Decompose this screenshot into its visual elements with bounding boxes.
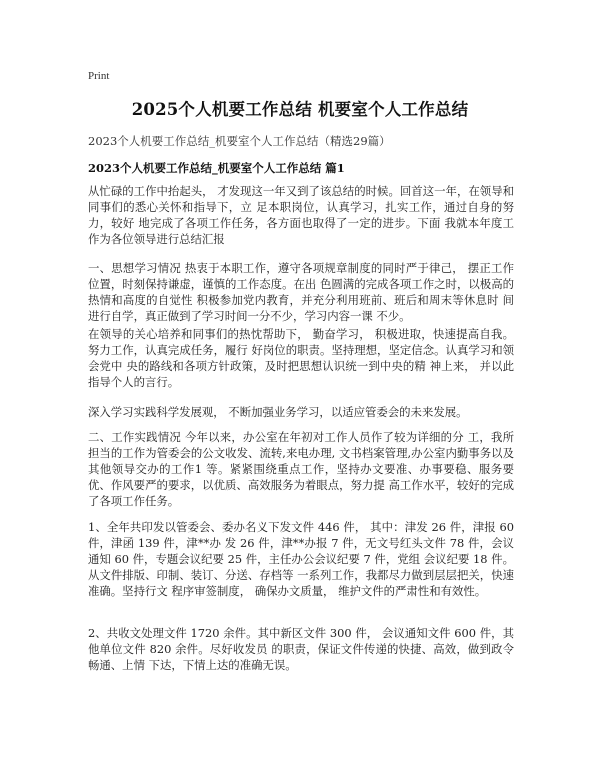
section-heading: 2023个人机要工作总结_机要室个人工作总结 篇1: [88, 161, 345, 175]
paragraph-documents-issued: 1、全年共印发以管委会、委办名义下发文件 446 件， 其中：津发 26 件，津报 60 件，津函 139 件，津**办 发 26 件，津**办报 7 件，无文号红头文件 78 件，会议通知 60 件，专题会议纪要 25 件，主任办公会议纪要 7 件，党组 会议纪要 18 件。从文件排版、印制、装订、分送、存档等 一系列工作，我都尽力做到层层把关，快速准确。坚持行文 程序审签制度， 确保办文质量， 维护文件的严肃性和有效性。: [88, 520, 514, 598]
paragraph-work-practice: 二、工作实践情况 今年以来，办公室在年初对工作人员作了较为详细的分 工，我所担当的工作为管委会的公文收发、流转,来电办理, 文书档案管理,办公室内勤事务以及其他领导交办的工作1 等。紧紧围绕重点工作，坚持办文要准、办事要稳、服务要 优、作风要严的要求，以优质、高效服务为着眼点，努力提 高工作水平，较好的完成了各项工作任务。: [88, 430, 514, 508]
print-link[interactable]: Print: [88, 70, 110, 82]
paragraph-study: 一、思想学习情况 热衷于本职工作，遵守各项规章制度的同时严于律己， 摆正工作位置，时刻保持谦虚，谨慎的工作态度。在出 色圆满的完成各项工作之时，以极高的热情和高度的自觉性 积极参加党内教育，并充分利用班前、班后和周末等休息时 间进行自学，真正做到了学习时间一分不少，学习内容一课 不少。: [88, 261, 514, 323]
paragraph-documents-received: 2、共收文处理文件 1720 余件。其中新区文件 300 件， 会议通知文件 600 件，其他单位文件 820 余件。尽好收发员 的职责，保证文件传递的快捷、高效，做到政令畅通、上情 下达，下情上达的准确无误。: [88, 626, 514, 672]
document-subtitle: 2023个人机要工作总结_机要室个人工作总结（精选29篇）: [88, 134, 391, 148]
document-title: 2025个人机要工作总结 机要室个人工作总结: [131, 100, 469, 119]
paragraph-development: 深入学习实践科学发展观， 不断加强业务学习，以适应管委会的未来发展。: [88, 405, 468, 419]
paragraph-guidance: 在领导的关心培养和同事们的热忱帮助下， 勤奋学习， 积极进取，快速提高自我。努力工作，认真完成任务，履行 好岗位的职责。坚持理想，坚定信念。认真学习和领会党中 央的路线和各项方针政策，及时把思想认识统一到中央的精 神上来， 并以此指导个人的言行。: [88, 327, 514, 389]
paragraph-intro: 从忙碌的工作中抬起头， 才发现这一年又到了该总结的时候。回首这一年，在领导和同事们的悉心关怀和指导下，立 足本职岗位，认真学习，扎实工作，通过自身的努力，较好 地完成了各项工作任务，各方面也取得了一定的进步。下面 我就本年度工作为各位领导进行总结汇报: [88, 184, 514, 246]
